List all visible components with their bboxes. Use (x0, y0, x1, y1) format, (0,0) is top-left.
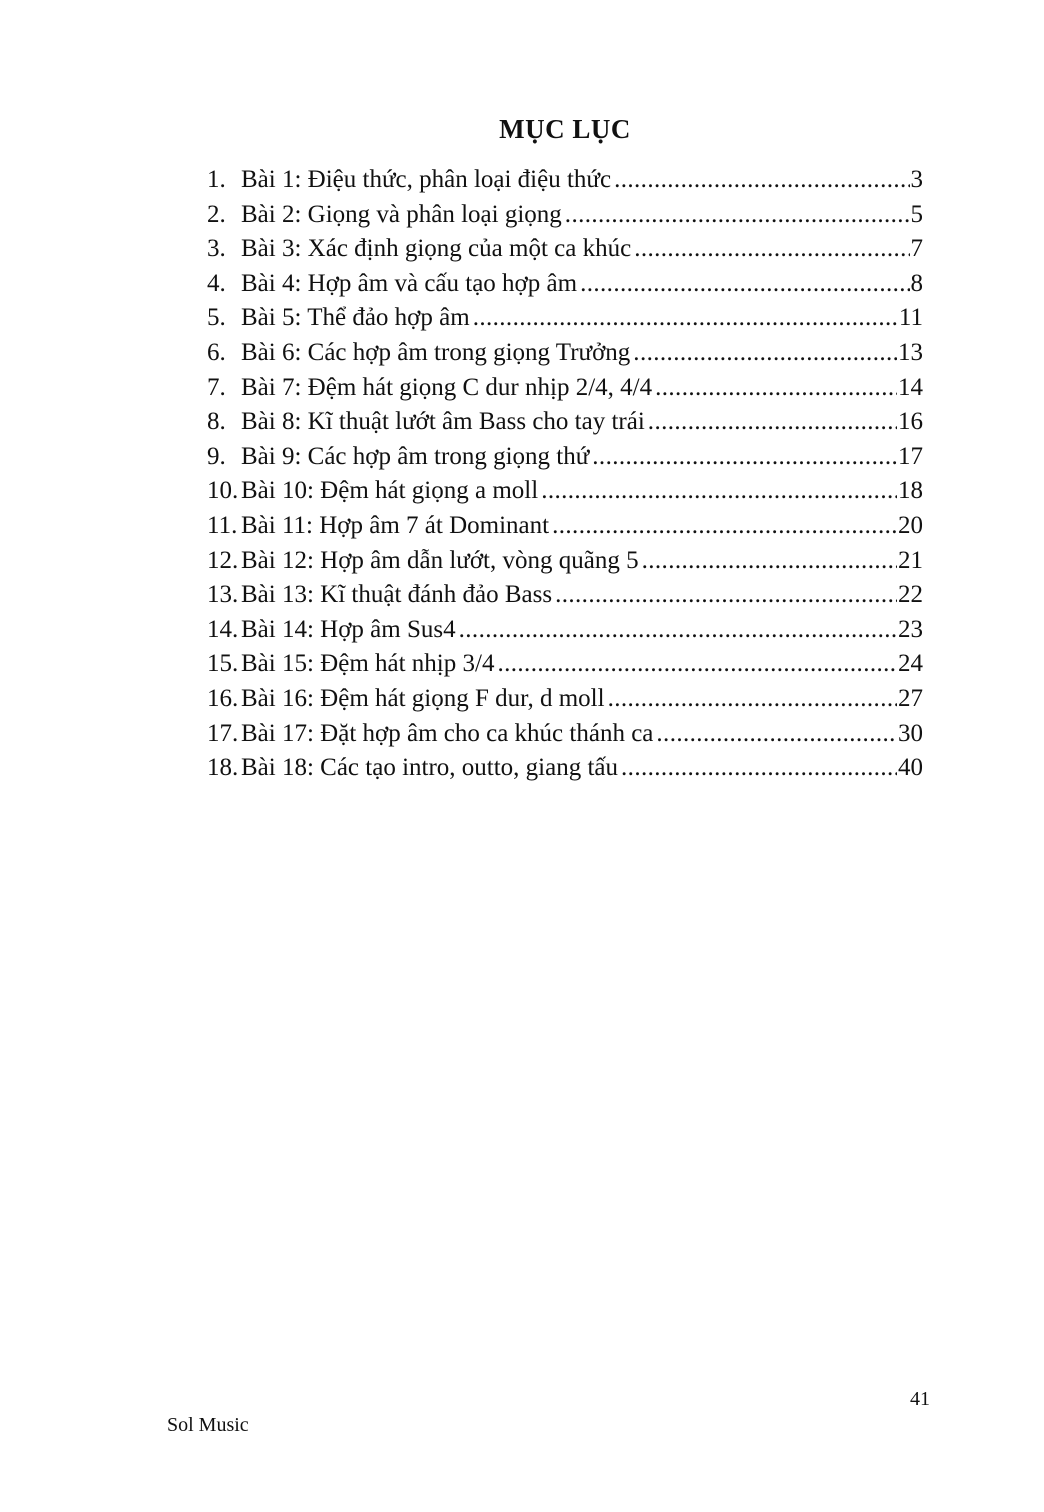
toc-entry-title: Bài 6: Các hợp âm trong giọng Trưởng (241, 338, 631, 366)
toc-entry-page: 30 (898, 719, 923, 747)
toc-entry-number: 6. (207, 338, 226, 366)
toc-entry-number: 16. (207, 684, 239, 712)
toc-entry-title: Bài 8: Kĩ thuật lướt âm Bass cho tay trái (241, 408, 645, 436)
toc-entry-title: Bài 12: Hợp âm dẫn lướt, vòng quãng 5 (241, 546, 639, 574)
toc-entry-page: 23 (898, 615, 923, 643)
toc-entry (207, 474, 923, 509)
toc-entry-page: 16 (898, 408, 923, 436)
toc-entry-number: 4. (207, 269, 226, 297)
toc-entry-title: Bài 15: Đệm hát nhịp 3/4 (241, 650, 495, 678)
toc-entry-number: 12. (207, 546, 239, 574)
toc-entry-number: 2. (207, 200, 226, 228)
toc-entry-page: 21 (898, 546, 923, 574)
toc-entry-leader (653, 717, 897, 752)
toc-entry-page: 20 (898, 511, 923, 539)
toc-entry-leader (470, 301, 898, 336)
toc-entry-title: Bài 3: Xác định giọng của một ca khúc (241, 235, 632, 263)
toc-entry-page: 3 (910, 166, 923, 193)
toc-entry-title: Bài 11: Hợp âm 7 át Dominant (241, 511, 550, 539)
toc-entry-page: 22 (898, 581, 923, 609)
toc-entry-leader (630, 336, 897, 371)
page-number: 41 (910, 1388, 930, 1410)
toc-entry-leader (639, 544, 897, 579)
toc-entry-leader (605, 682, 897, 717)
toc-entry (207, 405, 923, 440)
toc-entry-page: 24 (898, 650, 923, 678)
toc-entry (207, 163, 923, 198)
toc-entry-number: 15. (207, 650, 239, 678)
toc-entry-number: 14. (207, 615, 239, 643)
toc-entry-number: 13. (207, 581, 239, 609)
toc-entry-page: 8 (910, 269, 923, 297)
footer-text: Sol Music (167, 1414, 249, 1436)
toc-entry-title: Bài 9: Các hợp âm trong giọng thứ (241, 442, 590, 470)
toc-entry-page: 7 (910, 235, 923, 263)
toc-entry-title: Bài 7: Đệm hát giọng C dur nhịp 2/4, 4/4 (241, 373, 653, 401)
toc-entry-leader (549, 509, 897, 544)
toc-entry (207, 371, 923, 406)
toc-entry-leader (652, 371, 897, 406)
toc-entry-leader (552, 578, 897, 613)
toc-entry-number: 7. (207, 373, 226, 401)
toc-entry (207, 717, 923, 752)
toc-entry-number: 8. (207, 408, 226, 436)
toc-entry-leader (562, 198, 910, 233)
toc-entry (207, 440, 923, 475)
toc-entry-number: 18. (207, 754, 239, 782)
toc-entry-leader (618, 751, 897, 786)
toc-entry-number: 3. (207, 235, 226, 263)
toc-entry (207, 647, 923, 682)
toc-entry-leader (631, 232, 909, 267)
toc-entry-page: 18 (898, 477, 923, 505)
toc-entry (207, 301, 923, 336)
toc-entry-page: 14 (898, 373, 923, 401)
toc-entry-leader (456, 613, 897, 648)
toc-entry-page: 5 (910, 200, 923, 228)
toc-entry-number: 17. (207, 719, 239, 747)
toc-entry-title: Bài 13: Kĩ thuật đánh đảo Bass (241, 581, 553, 609)
toc-entry-page: 17 (898, 442, 923, 470)
toc-entry-number: 5. (207, 304, 226, 332)
toc-entry (207, 509, 923, 544)
toc-entry-title: Bài 17: Đặt hợp âm cho ca khúc thánh ca (241, 719, 654, 747)
toc-entry (207, 267, 923, 302)
toc-entry (207, 232, 923, 267)
toc-entry-leader (494, 647, 897, 682)
toc-entry-title: Bài 14: Hợp âm Sus4 (241, 615, 456, 643)
toc-entry-leader (589, 440, 897, 475)
toc-entry-leader (645, 405, 897, 440)
toc-entry-title: Bài 18: Các tạo intro, outto, giang tấu (241, 754, 619, 782)
toc-entry-title: Bài 1: Điệu thức, phân loại điệu thức (241, 166, 612, 193)
toc-entry-title: Bài 2: Giọng và phân loại giọng (241, 200, 562, 228)
toc-entry-leader (577, 267, 909, 302)
toc-entry-number: 9. (207, 442, 226, 470)
toc-entry-number: 10. (207, 477, 239, 505)
toc-entry (207, 751, 923, 786)
toc-entry-title: Bài 16: Đệm hát giọng F dur, d moll (241, 684, 605, 712)
toc-entry (207, 336, 923, 371)
toc-entry (207, 544, 923, 579)
toc-entry (207, 682, 923, 717)
toc-entry-number: 1. (207, 166, 226, 193)
toc-entry-page: 40 (898, 754, 923, 782)
table-of-contents (207, 163, 923, 786)
toc-entry-leader (611, 163, 909, 198)
toc-entry (207, 198, 923, 233)
toc-entry-title: Bài 10: Đệm hát giọng a moll (241, 477, 539, 505)
toc-entry-page: 27 (898, 684, 923, 712)
toc-entry (207, 578, 923, 613)
toc-entry-leader (538, 474, 897, 509)
toc-entry-title: Bài 5: Thể đảo hợp âm (241, 304, 470, 332)
toc-title: MỤC LỤC (499, 114, 631, 144)
toc-entry (207, 613, 923, 648)
toc-entry-title: Bài 4: Hợp âm và cấu tạo hợp âm (241, 269, 578, 297)
toc-entry-number: 11. (207, 511, 238, 539)
toc-entry-page: 11 (898, 304, 923, 332)
toc-entry-page: 13 (898, 338, 923, 366)
